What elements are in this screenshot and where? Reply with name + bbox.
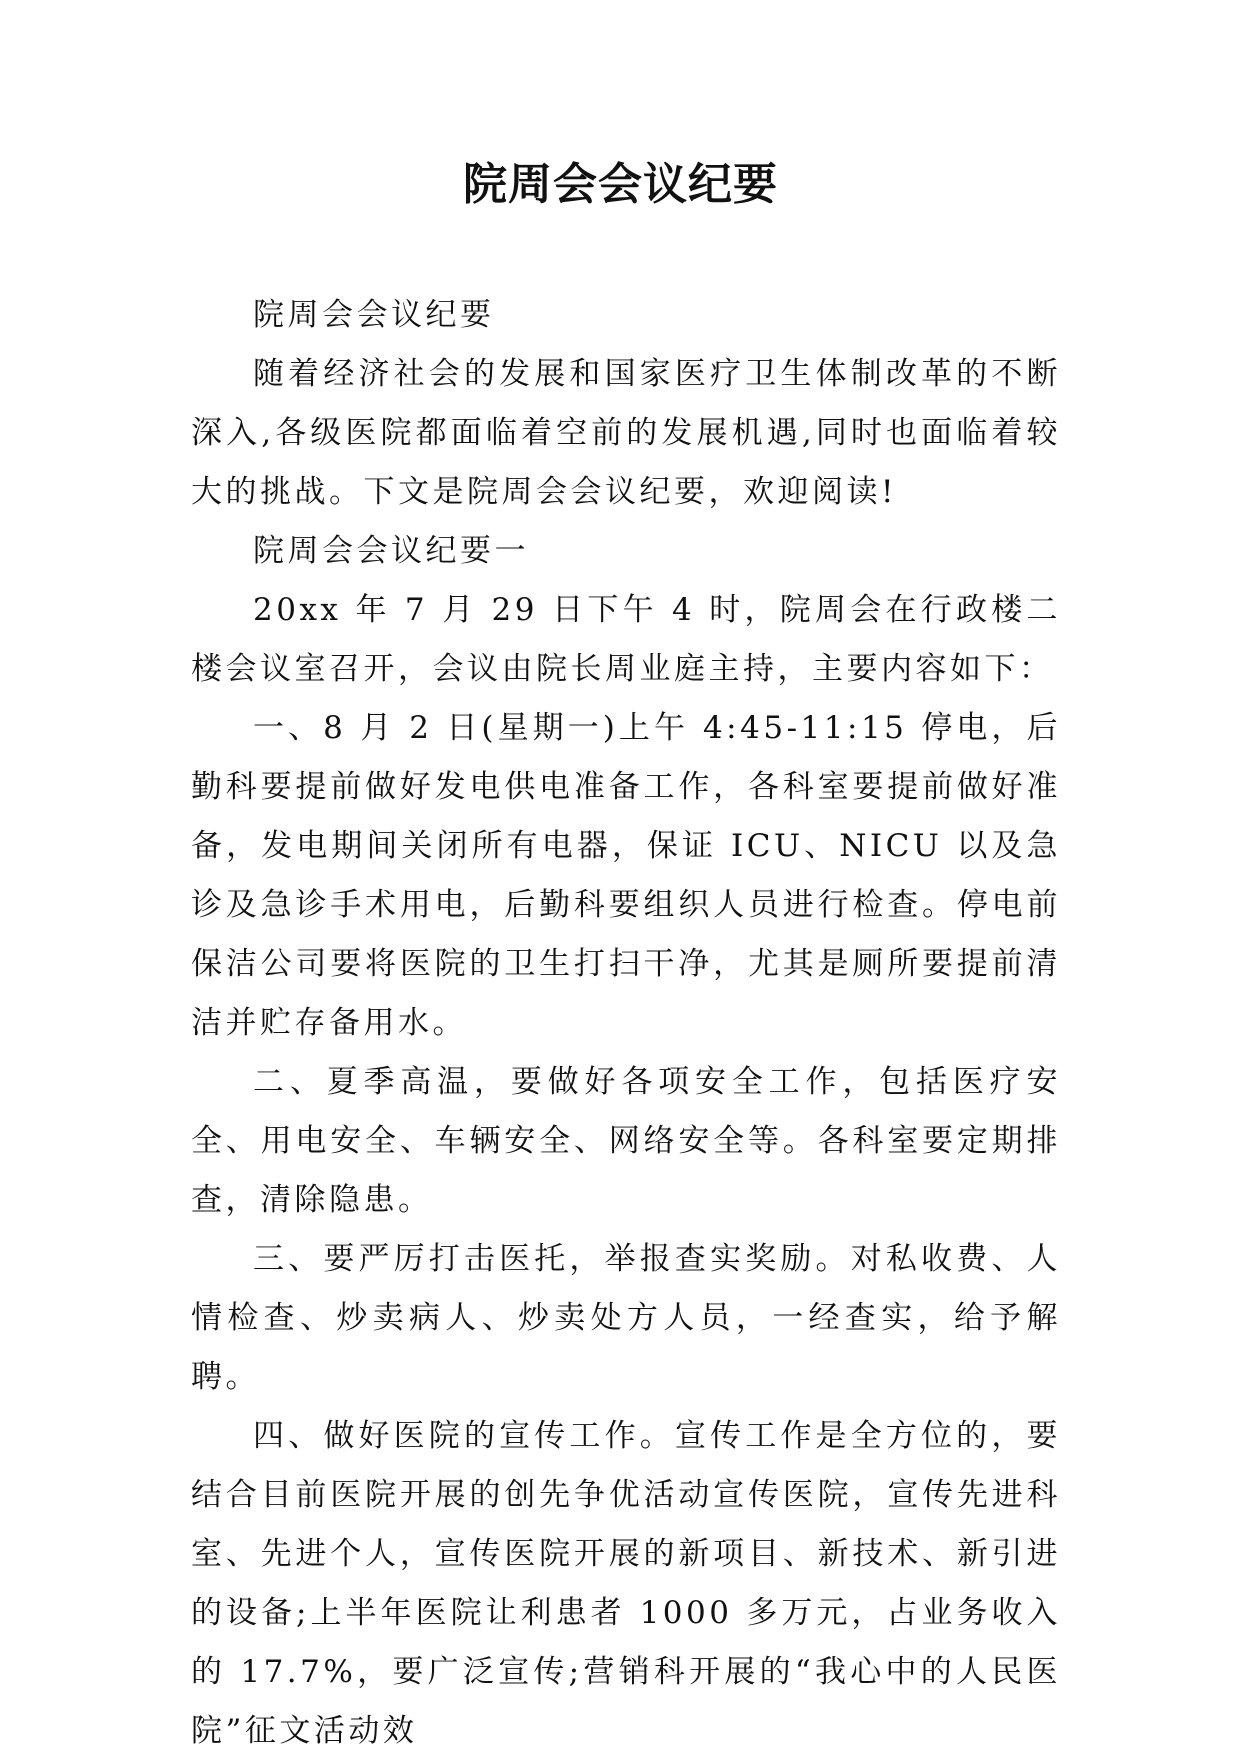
document-title: 院周会会议纪要 bbox=[463, 159, 778, 210]
document-body bbox=[191, 286, 1061, 1761]
paragraph-intro: 随着经济社会的发展和国家医疗卫生体制改革的不断深入,各级医院都面临着空前的发展机遇,同时也面临着较大的挑战。下文是院周会会议纪要，欢迎阅读! bbox=[191, 356, 1061, 510]
paragraph-subtitle: 院周会会议纪要 bbox=[253, 297, 495, 333]
paragraph-item-3: 三、要严厉打击医托，举报查实奖励。对私收费、人情检查、炒卖病人、炒卖处方人员，一经查实，给予解聘。 bbox=[191, 1241, 1061, 1395]
paragraph-item-1: 一、8 月 2 日(星期一)上午 4:45-11:15 停电，后勤科要提前做好发电供电准备工作，各科室要提前做好准备，发电期间关闭所有电器，保证 ICU、NICU 以及急诊及急诊手术用电，后勤科要组织人员进行检查。停电前保洁公司要将医院的卫生打扫干净，尤其是厕所要提前清洁并贮存备用水。 bbox=[191, 710, 1061, 1041]
paragraph-item-2: 二、夏季高温，要做好各项安全工作，包括医疗安全、用电安全、车辆安全、网络安全等。各科室要定期排查，清除隐患。 bbox=[191, 1064, 1061, 1218]
paragraph-item-4: 四、做好医院的宣传工作。宣传工作是全方位的，要结合目前医院开展的创先争优活动宣传医院，宣传先进科室、先进个人，宣传医院开展的新项目、新技术、新引进的设备;上半年医院让利患者 1000 多万元，占业务收入的 17.7%，要广泛宣传;营销科开展的“我心中的人民医院”征文活动效 bbox=[191, 1418, 1061, 1749]
paragraph-meeting-info: 20xx 年 7 月 29 日下午 4 时，院周会在行政楼二楼会议室召开，会议由院长周业庭主持，主要内容如下： bbox=[191, 592, 1061, 687]
paragraph-section-heading: 院周会会议纪要一 bbox=[253, 533, 529, 569]
